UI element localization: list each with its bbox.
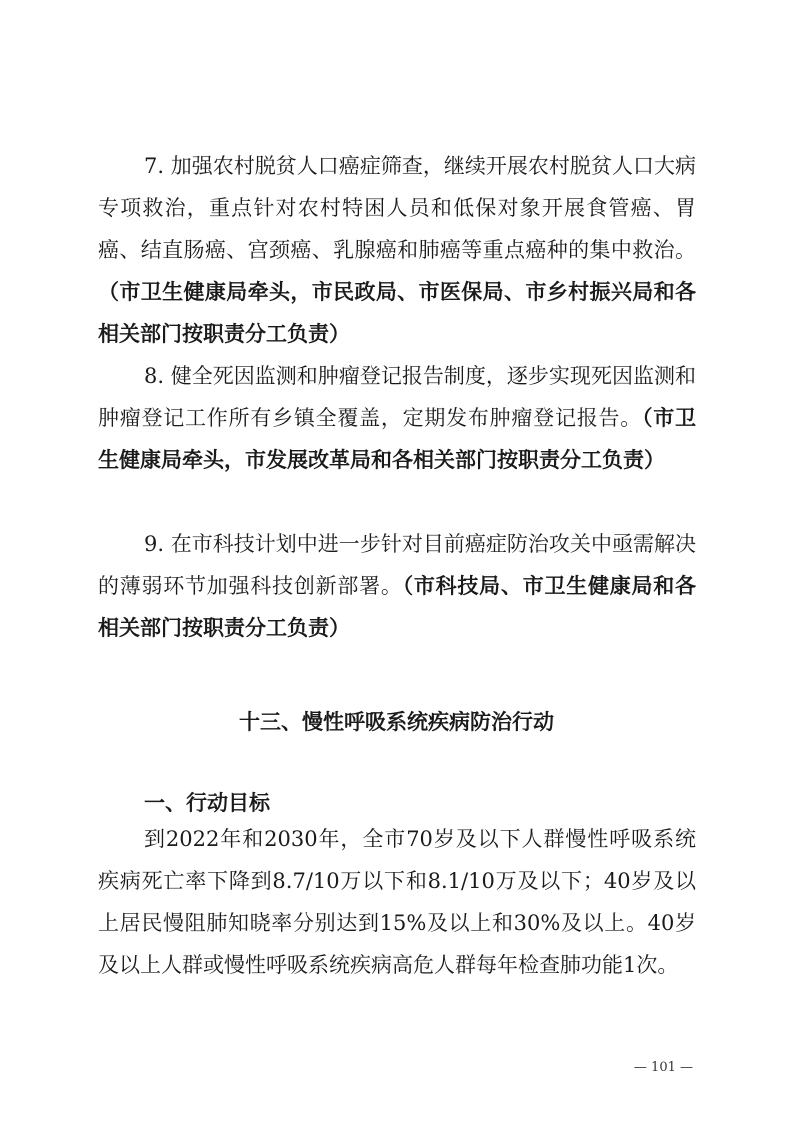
item-7-responsible: （市卫生健康局牵头，市民政局、市医保局、市乡村振兴局和各相关部门按职责分工负责）: [98, 280, 696, 346]
item-8-responsible: （市卫生健康局牵头，市发展改革局和各相关部门按职责分工负责）: [98, 406, 697, 472]
sub-heading: 一、行动目标: [144, 791, 270, 815]
goal-paragraph: 到2022年和2030年，全市70岁及以下人群慢性呼吸系统疾病死亡率下降到8.7/10万以下和8.1/10万及以下；40岁及以上居民慢阻肺知晓率分别达到15%及以上和30%及以上。40岁及以上人群或慢性呼吸系统疾病高危人群每年检查肺功能1次。: [98, 827, 696, 977]
item-7-text: 7. 加强农村脱贫人口癌症筛查，继续开展农村脱贫人口大病专项救治，重点针对农村特困人员和低保对象开展食管癌、胃癌、结直肠癌、宫颈癌、乳腺癌和肺癌等重点癌种的集中救治。: [98, 154, 696, 262]
item-9-text: 9. 在市科技计划中进一步针对目前癌症防治攻关中亟需解决的薄弱环节加强科技创新部署。: [98, 532, 696, 598]
item-9-responsible: （市科技局、市卫生健康局和各相关部门按职责分工负责）: [98, 574, 697, 640]
page-number: — 101 —: [633, 1060, 693, 1075]
paragraph-item-7: [98, 145, 696, 355]
paragraph-item-9: [98, 523, 696, 649]
paragraph-item-8: [98, 355, 696, 481]
item-8-text: 8. 健全死因监测和肿瘤登记报告制度，逐步实现死因监测和肿瘤登记工作所有乡镇全覆盖，定期发布肿瘤登记报告。: [98, 364, 696, 430]
section-title: 十三、慢性呼吸系统疾病防治行动: [239, 710, 554, 734]
